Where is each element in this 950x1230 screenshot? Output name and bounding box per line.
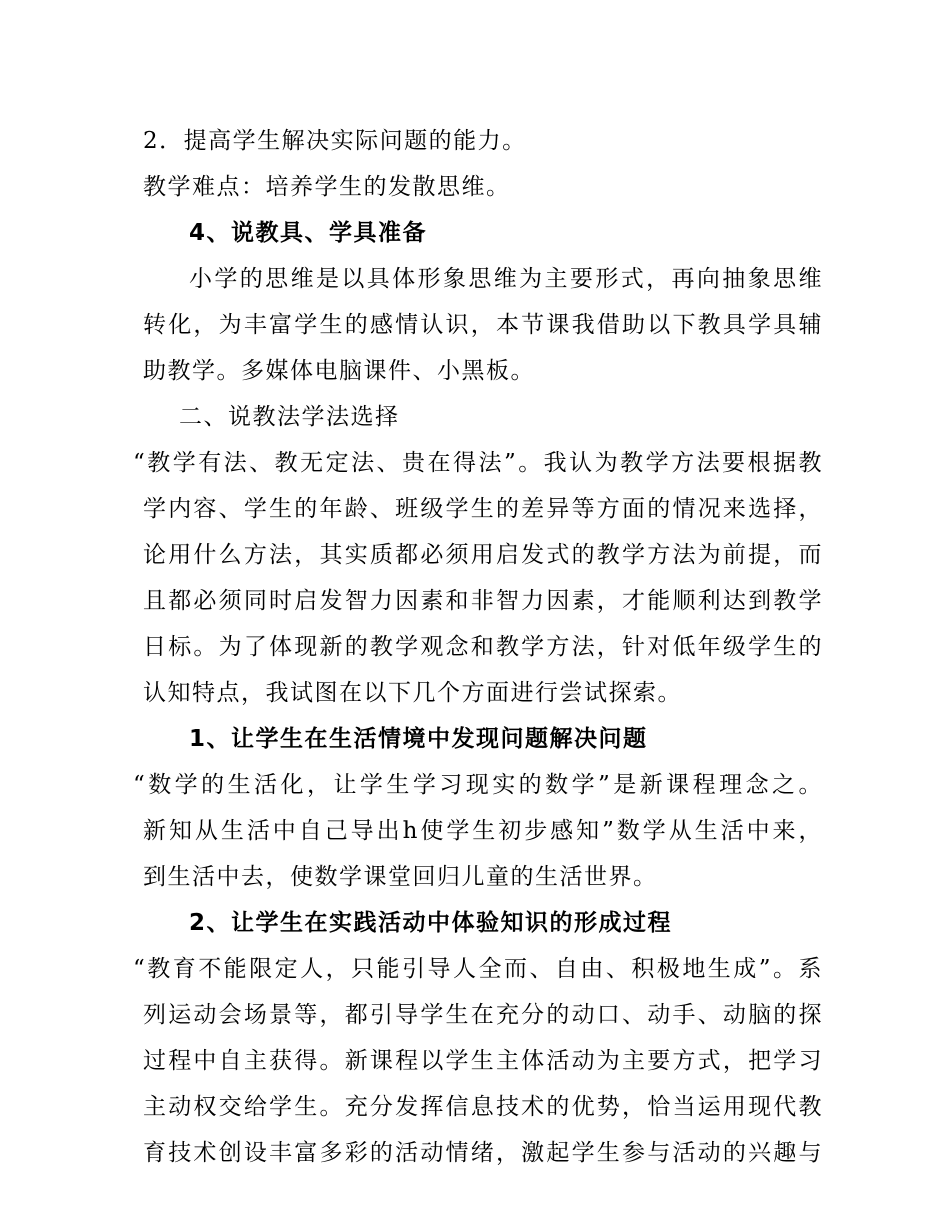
paragraph-line: “教育不能限定人，只能引导人全而、自由、积极地生成”。系: [133, 956, 823, 982]
section-heading: 1、让学生在生活情境中发现问题解决问题: [189, 726, 648, 752]
paragraph-line: 转化，为丰富学生的感情认识，本节课我借助以下教具学具辅: [143, 312, 823, 338]
paragraph-line: 论用什么方法，其实质都必须用启发式的教学方法为前提，而: [143, 542, 823, 568]
paragraph-line: 到生活中去，使数学课堂回归儿童的生活世界。: [143, 864, 658, 890]
paragraph-line: “教学有法、教无定法、贵在得法”。我认为教学方法要根据教: [133, 450, 823, 476]
paragraph-line: 助教学。多媒体电脑课件、小黑板。: [143, 358, 535, 384]
paragraph-line: 列运动会场景等，都引导学生在充分的动口、动手、动脑的探: [143, 1002, 823, 1028]
paragraph-line: 2．提高学生解决实际问题的能力。: [143, 128, 527, 154]
section-heading: 二、说教法学法选择: [179, 404, 400, 430]
paragraph-line: 且都必须同时启发智力因素和非智力因素，才能顺利达到教学: [143, 588, 823, 614]
section-heading: 4、说教具、学具准备: [189, 220, 428, 246]
paragraph-line: 过程中自主获得。新课程以学生主体活动为主要方式，把学习: [143, 1048, 823, 1074]
paragraph-line: 认知特点，我试图在以下几个方面进行尝试探索。: [143, 680, 682, 706]
paragraph-line: “数学的生活化，让学生学习现实的数学”是新课程理念之。: [133, 772, 823, 798]
paragraph-line: 教学难点：培养学生的发散思维。: [143, 174, 511, 200]
paragraph-line: 学内容、学生的年龄、班级学生的差异等方面的情况来选择，: [143, 496, 823, 522]
document-body: [133, 118, 823, 1176]
section-heading: 2、让学生在实践活动中体验知识的形成过程: [189, 910, 673, 936]
paragraph-line: 新知从生活中自己导出h使学生初步感知”数学从生活中来，: [143, 818, 823, 844]
paragraph-line: 主动权交给学生。充分发挥信息技术的优势，恰当运用现代教: [143, 1094, 823, 1120]
paragraph-line: 日标。为了体现新的教学观念和教学方法，针对低年级学生的: [143, 634, 823, 660]
paragraph-line: 育技术创设丰富多彩的活动情绪，激起学生参与活动的兴趣与: [143, 1140, 823, 1166]
paragraph-line: 小学的思维是以具体形象思维为主要形式，再向抽象思维: [189, 266, 823, 292]
